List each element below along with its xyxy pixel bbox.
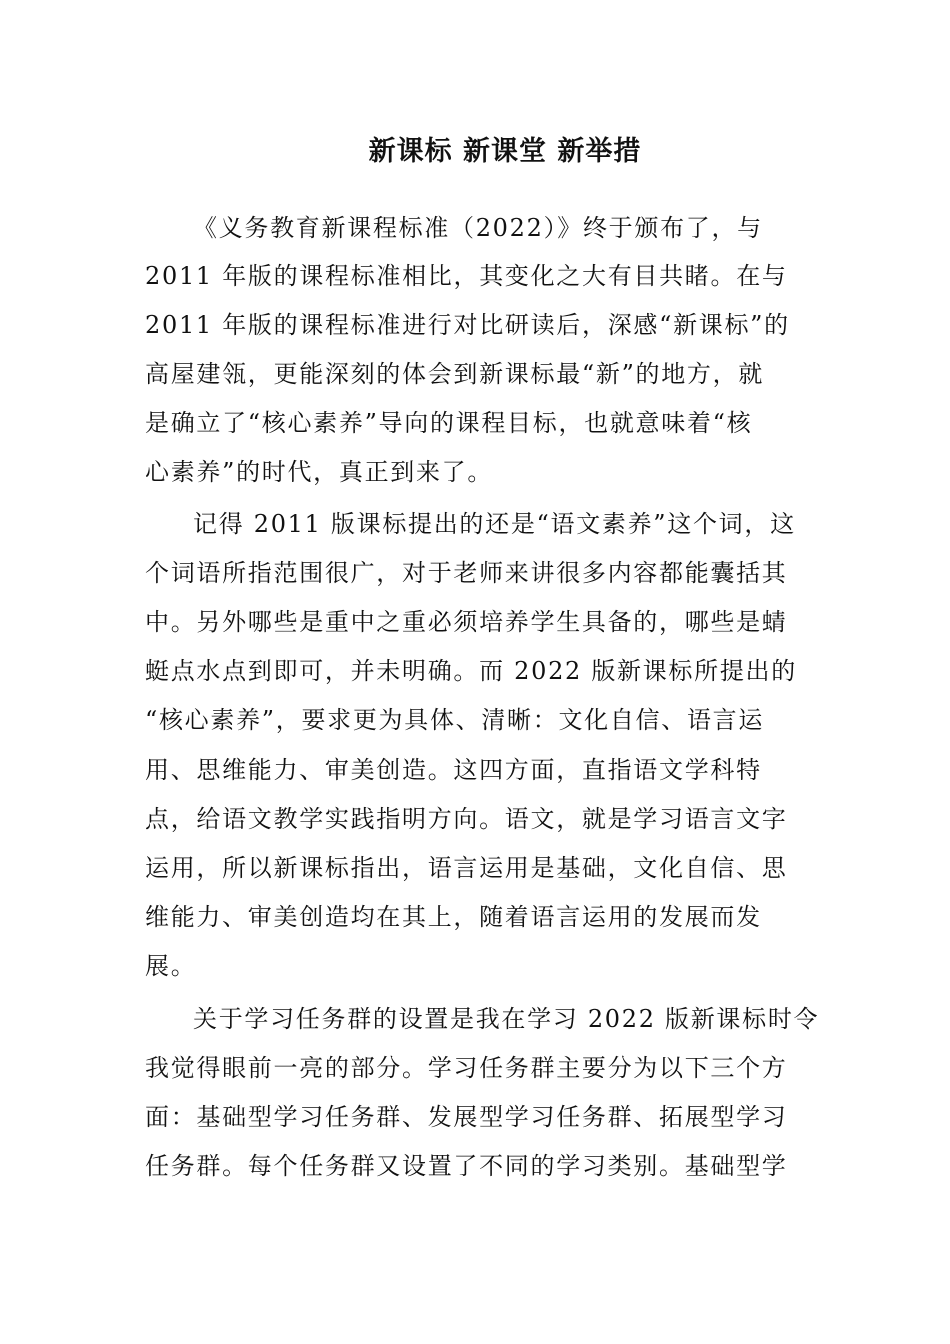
paragraph-2-line-6: 用、思维能力、审美创造。这四方面，直指语文学科特 bbox=[145, 756, 762, 784]
paragraph-1-line-3: 2011 年版的课程标准进行对比研读后，深感“新课标”的 bbox=[145, 311, 790, 339]
paragraph-2-line-3: 中。另外哪些是重中之重必须培养学生具备的，哪些是蜻 bbox=[145, 608, 788, 636]
paragraph-2-line-9: 维能力、审美创造均在其上，随着语言运用的发展而发 bbox=[145, 903, 762, 931]
paragraph-3-line-2: 我觉得眼前一亮的部分。学习任务群主要分为以下三个方 bbox=[145, 1054, 788, 1082]
paragraph-2-line-10: 展。 bbox=[145, 952, 197, 980]
paragraph-2-line-4: 蜓点水点到即可，并未明确。而 2022 版新课标所提出的 bbox=[145, 657, 797, 685]
paragraph-2-line-1: 记得 2011 版课标提出的还是“语文素养”这个词，这 bbox=[193, 510, 796, 538]
paragraph-1-line-5: 是确立了“核心素养”导向的课程目标，也就意味着“核 bbox=[145, 409, 753, 437]
document-title: 新课标 新课堂 新举措 bbox=[368, 136, 642, 167]
paragraph-3-line-4: 任务群。每个任务群又设置了不同的学习类别。基础型学 bbox=[145, 1152, 788, 1180]
paragraph-2-line-2: 个词语所指范围很广，对于老师来讲很多内容都能囊括其 bbox=[145, 559, 788, 587]
paragraph-2-line-7: 点，给语文教学实践指明方向。语文，就是学习语言文字 bbox=[145, 805, 788, 833]
paragraph-1-line-4: 高屋建瓴，更能深刻的体会到新课标最“新”的地方，就 bbox=[145, 360, 765, 388]
paragraph-2-line-5: “核心素养”，要求更为具体、清晰：文化自信、语言运 bbox=[145, 706, 765, 734]
paragraph-1-line-2: 2011 年版的课程标准相比，其变化之大有目共睹。在与 bbox=[145, 262, 788, 290]
paragraph-3-line-1: 关于学习任务群的设置是我在学习 2022 版新课标时令 bbox=[193, 1005, 820, 1033]
paragraph-3-line-3: 面：基础型学习任务群、发展型学习任务群、拓展型学习 bbox=[145, 1103, 788, 1131]
paragraph-2-line-8: 运用，所以新课标指出，语言运用是基础，文化自信、思 bbox=[145, 854, 788, 882]
paragraph-1-line-1: 《义务教育新课程标准（2022）》终于颁布了，与 bbox=[193, 214, 763, 242]
paragraph-1-line-6: 心素养”的时代，真正到来了。 bbox=[145, 458, 494, 486]
